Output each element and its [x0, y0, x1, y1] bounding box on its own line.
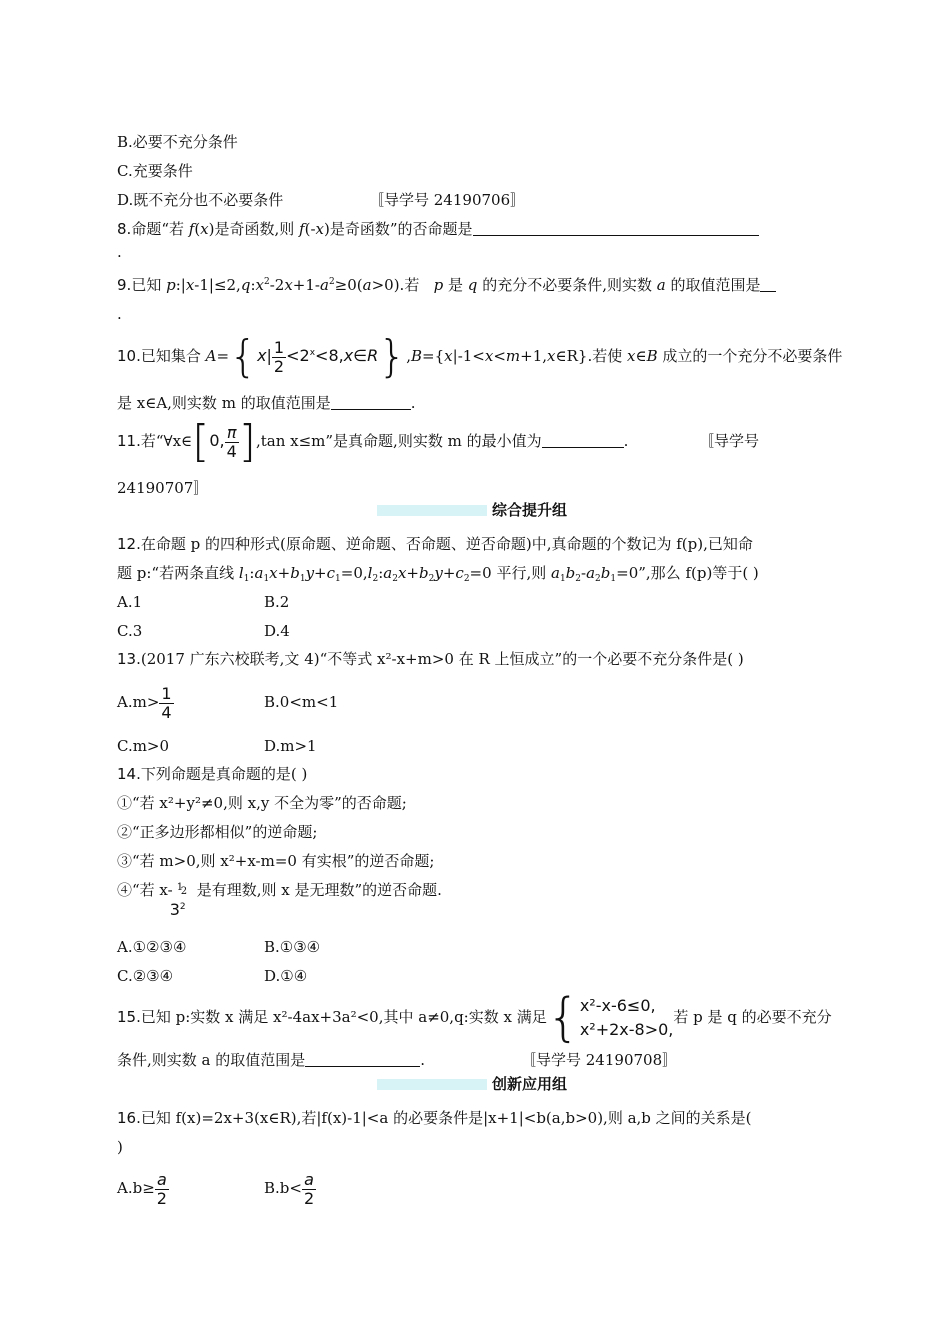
option-a-text: A.m> — [117, 693, 160, 711]
q12-text-b: 题 p:“若两条直线 — [117, 564, 239, 582]
q8-text-c: 是奇函数”的否命题是 — [329, 220, 473, 238]
q10-text-d: 是 x∈A,则实数 m 的取值范围是 — [117, 394, 331, 412]
q14-item-4b: 是有理数,则 x 是无理数”的逆否命题. — [196, 881, 442, 899]
option-a-text: A.b≥ — [117, 1179, 155, 1197]
question-9: 9.已知 $p:|x-1|\le 2,q:x^2-2x+1-a^2\ge 0(a>0)$.若 p 是 q 的充分不必要条件,则实数 a 的取值范围是 — [117, 275, 776, 295]
option-a[interactable]: A.m> $\frac{1}{4}$ — [117, 683, 172, 722]
q10-text-a: 已知集合 — [140, 347, 206, 365]
reference-number: 〚导学号 — [699, 432, 760, 450]
q9-text-c: 的取值范围是 — [670, 276, 761, 294]
question-number: 10. — [117, 347, 141, 365]
period: . — [117, 305, 122, 323]
q13-text: (2017 广东六校联考,文 4)“不等式 x²-x+m>0 在 R 上恒成立”的一个必要不充分条件是( ) — [140, 650, 744, 668]
q12-text-a: 在命题 p 的四种形式(原命题、逆命题、否命题、逆否命题)中,真命题的个数记为 f(p),已知命 — [140, 535, 753, 553]
q8-text-a: 命题“若 — [131, 220, 189, 238]
answer-blank[interactable] — [305, 1051, 420, 1067]
q16-options-ab — [117, 1166, 517, 1210]
inequality-2: x²+2x-8>0, — [579, 1020, 674, 1039]
q14-item-2: ②“正多边形都相似”的逆命题; — [117, 823, 318, 841]
q16-text: 已知 f(x)=2x+3(x∈R),若|f(x)-1|<a 的必要条件是|x+1|<b(a,b>0),则 a,b 之间的关系是( — [140, 1109, 752, 1127]
q12-text-c: 平行,则 — [496, 564, 551, 582]
question-number: 13. — [117, 650, 141, 668]
reference-number: 〚导学号 24190708〛 — [521, 1051, 678, 1069]
inequality-1: x²-x-6≤0, — [579, 996, 656, 1015]
option-a[interactable]: A.1 — [117, 593, 143, 611]
option-c[interactable]: C.②③④ — [117, 967, 174, 985]
q10-line-2: 是 x∈A,则实数 m 的取值范围是 . — [117, 394, 416, 412]
answer-blank[interactable] — [331, 394, 411, 410]
question-number: 15. — [117, 1008, 141, 1026]
q14-text: 下列命题是真命题的是( ) — [140, 765, 308, 783]
q14-item-4a: ④“若 x- — [117, 881, 173, 899]
question-number: 11. — [117, 432, 141, 450]
question-16 — [117, 1108, 752, 1128]
option-d[interactable]: D.①④ — [264, 967, 308, 985]
section-band — [377, 1079, 487, 1090]
option-b[interactable]: B.b< $\frac{a}{2}$ — [264, 1169, 315, 1208]
option-a[interactable]: A.b≥ $\frac{a}{2}$ — [117, 1169, 167, 1208]
answer-blank[interactable] — [760, 276, 776, 292]
question-10: 10.已知集合 A={x| $\frac{1}{2}$ $<2^x<8,x\in R\},B=\{x|-1<x<m+1,x\in R\}$.若使 x∈B 成立的一个充分不必要条件 — [117, 331, 843, 382]
option-a[interactable]: A.①②③④ — [117, 938, 187, 956]
q13-options-ab — [117, 680, 517, 724]
question-number: 12. — [117, 535, 141, 553]
q8-text-b: 是奇函数,则 — [214, 220, 300, 238]
reference-number-cont: 24190707〛 — [117, 479, 209, 497]
option-c: C.充要条件 — [117, 162, 193, 180]
section-title: 创新应用组 — [492, 1075, 568, 1093]
question-number: 14. — [117, 765, 141, 783]
q15-line-2: 条件,则实数 a 的取值范围是 . 〚导学号 24190708〛 — [117, 1051, 678, 1069]
q12-text-d: ”,那么 f(p)等于( ) — [638, 564, 759, 582]
q16-line-2: ) — [117, 1138, 123, 1156]
option-b: B.必要不充分条件 — [117, 133, 238, 151]
inequality-system — [580, 994, 674, 1042]
q11-text-a: 若“∀x∈ — [140, 432, 193, 450]
option-d[interactable]: D.4 — [264, 622, 290, 640]
q15-text-a: 已知 p:实数 x 满足 x²-4ax+3a²<0,其中 a≠0,q:实数 x 满足 — [140, 1008, 547, 1026]
q10-text-b: .若使 — [587, 347, 628, 365]
answer-blank[interactable] — [473, 220, 759, 236]
section-band — [377, 505, 487, 516]
q15-text-b: 若 p 是 q 的必要不充分 — [673, 1008, 832, 1026]
option-d-text: D.既不充分也不必要条件 — [117, 191, 284, 209]
reference-number: 〚导学号 24190706〛 — [369, 191, 526, 209]
option-b[interactable]: B.0<m<1 — [264, 693, 339, 711]
period: . — [117, 243, 122, 261]
q10-text-c: 成立的一个充分不必要条件 — [662, 347, 843, 365]
option-d — [117, 190, 526, 210]
question-number: 8. — [117, 220, 132, 238]
q15-text-c: 条件,则实数 a 的取值范围是 — [117, 1051, 306, 1069]
option-d[interactable]: D.m>1 — [264, 737, 317, 755]
answer-blank[interactable] — [542, 432, 624, 448]
section-title: 综合提升组 — [492, 501, 568, 519]
option-b[interactable]: B.2 — [264, 593, 290, 611]
question-number: 16. — [117, 1109, 141, 1127]
q14-item-1: ①“若 x²+y²≠0,则 x,y 不全为零”的否命题; — [117, 794, 407, 812]
option-c[interactable]: C.m>0 — [117, 737, 170, 755]
question-11: 11.若“∀x∈[0, $\frac{\pi}{4}$ ],tan x≤m”是真命题,则实数 m 的最小值为 . 〚导学号 — [117, 416, 760, 467]
question-15: 15.已知 p:实数 x 满足 x²-4ax+3a²<0,其中 a≠0,q:实数 x 满足{ x²-x-6≤0, x²+2x-8>0, 若 p 是 q 的必要不充分 — [117, 988, 832, 1048]
option-b-text: B.b< — [264, 1179, 302, 1197]
q9-text-b: 的充分不必要条件,则实数 — [482, 276, 657, 294]
option-c[interactable]: C.3 — [117, 622, 143, 640]
q11-text-b: tan x≤m”是真命题,则实数 m 的最小值为 — [260, 432, 542, 450]
q9-text-a: 已知 — [131, 276, 167, 294]
question-12 — [117, 534, 753, 554]
q14-item-4: ④“若 x- 1 2 $3^2$ 是有理数,则 x 是无理数”的逆否命题. — [117, 881, 442, 919]
q12-line-2: 题 p:“若两条直线 $l_1:a_1x+b_1y+c_1=0,l_2:a_2x+b_2y+c_2=0$ 平行,则 $a_1b_2-a_2b_1=0$”,那么 f(p)等于( ) — [117, 564, 759, 584]
question-8: 8.命题“若 f(x)是奇函数,则 f(-x)是奇函数”的否命题是 — [117, 219, 759, 239]
question-number: 9. — [117, 276, 132, 294]
question-14 — [117, 764, 307, 784]
q14-item-3: ③“若 m>0,则 x²+x-m=0 有实根”的逆否命题; — [117, 852, 435, 870]
question-13 — [117, 649, 744, 669]
option-b[interactable]: B.①③④ — [264, 938, 321, 956]
